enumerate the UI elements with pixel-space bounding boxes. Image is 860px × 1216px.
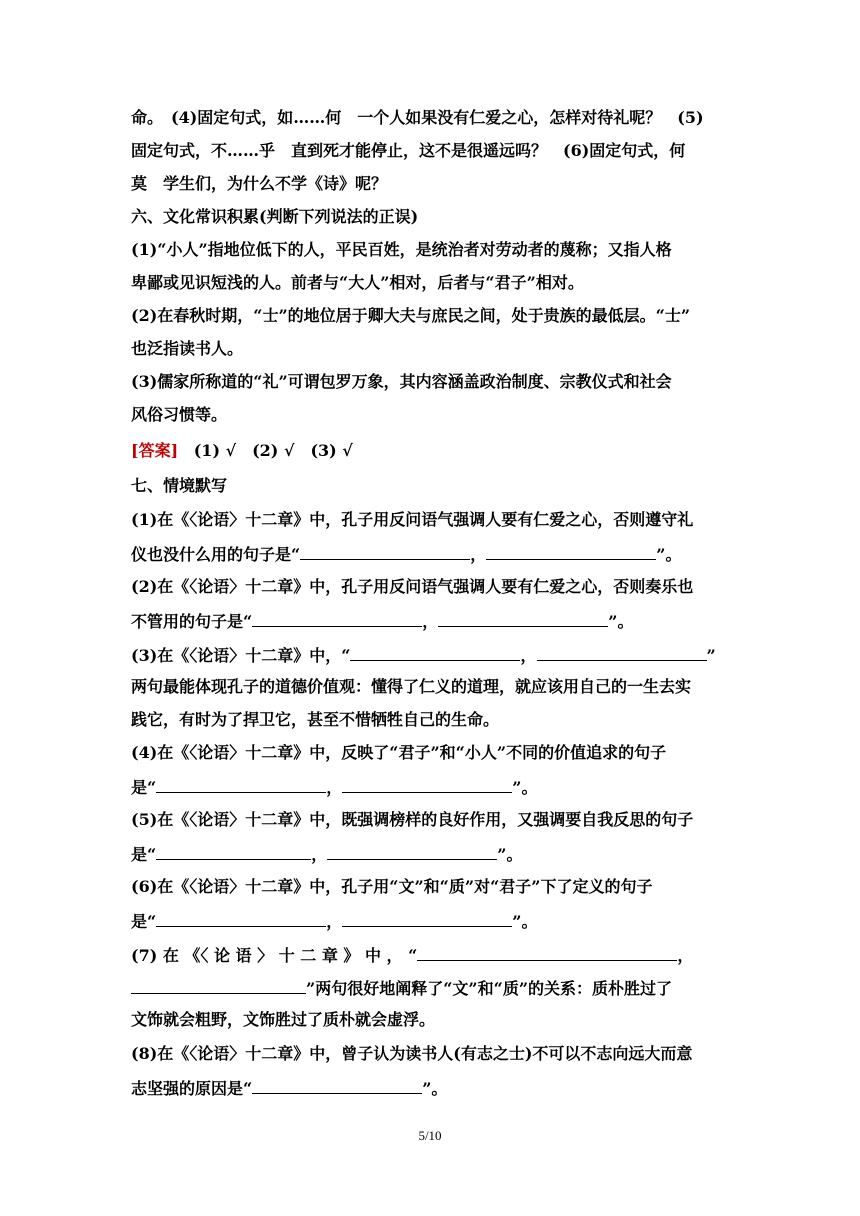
fill-blank[interactable] [342, 776, 512, 793]
question-text: (3)在《〈论语〉十二章》中，“ [131, 646, 351, 665]
text-line [131, 944, 731, 966]
fill-blank[interactable] [486, 543, 656, 560]
text-line: (4)在《〈论语〉十二章》中，反映了“君子”和“小人”不同的价值追求的句子 [131, 743, 667, 762]
fill-blank[interactable] [252, 610, 422, 627]
fill-blank[interactable] [350, 644, 520, 661]
punctuation: ， [326, 912, 343, 931]
punctuation: ， [677, 946, 694, 965]
text-line: 两句最能体现孔子的道德价值观：懂得了仁义的道理，就应该用自己的一生去实 [131, 677, 692, 696]
text-line: 固定句式，不……乎 直到死才能停止，这不是很遥远吗？ (6)固定句式，何 [131, 141, 686, 160]
question-text: 不管用的句子是“ [131, 612, 253, 631]
punctuation: ”。 [656, 545, 682, 564]
punctuation: ” [706, 646, 716, 665]
text-line: (5)在《〈论语〉十二章》中，既强调榜样的良好作用，又强调要自我反思的句子 [131, 810, 694, 829]
punctuation: ， [311, 845, 328, 864]
punctuation: ”。 [608, 612, 634, 631]
text-line: 风俗习惯等。 [131, 405, 228, 424]
fill-blank[interactable] [156, 910, 326, 927]
fill-blank[interactable] [417, 944, 677, 961]
fill-blank[interactable] [327, 843, 497, 860]
answer-label: [答案] [131, 441, 179, 460]
fill-blank[interactable] [252, 1077, 422, 1094]
text-line: 也泛指读书人。 [131, 339, 244, 358]
text-line: 文饰就会粗野，文饰胜过了质朴就会虚浮。 [131, 1010, 436, 1029]
text-line: (2)在春秋时期，“士”的地位居于卿大夫与庶民之间，处于贵族的最低层。“士” [131, 306, 691, 325]
question-text: 仪也没什么用的句子是“ [131, 545, 301, 564]
question-text: 是“ [131, 912, 157, 931]
fill-blank[interactable] [300, 543, 470, 560]
question-text: 是“ [131, 778, 157, 797]
text-line: (6)在《〈论语〉十二章》中，孔子用“文”和“质”对“君子”下了定义的句子 [131, 877, 653, 896]
question-text: (7) 在 《〈 论 语 〉 十 二 章 》 中 ， “ [131, 946, 418, 965]
section-6-title: 六、文化常识积累(判断下列说法的正误) [131, 207, 419, 226]
fill-blank[interactable] [156, 776, 326, 793]
text-line [131, 644, 731, 666]
fill-blank[interactable] [156, 843, 311, 860]
text-line [131, 910, 731, 932]
fill-blank[interactable] [342, 910, 512, 927]
punctuation: ”。 [512, 912, 538, 931]
punctuation: ， [520, 646, 537, 665]
text-line: (2)在《〈论语〉十二章》中，孔子用反问语气强调人要有仁爱之心，否则奏乐也 [131, 577, 694, 596]
text-line [131, 977, 731, 999]
text-line [131, 776, 731, 798]
text-line: (8)在《〈论语〉十二章》中，曾子认为读书人(有志之士)不可以不志向远大而意 [131, 1044, 693, 1063]
text-line [131, 1077, 731, 1099]
text-line [131, 610, 731, 632]
answer-text: (1) √ (2) √ (3) √ [193, 441, 353, 460]
punctuation: ， [422, 612, 439, 631]
text-line: 命。 (4)固定句式，如……何 一个人如果没有仁爱之心，怎样对待礼呢？ (5) [131, 108, 704, 127]
answer-line [131, 441, 731, 461]
text-line: 践它，有时为了捍卫它，甚至不惜牺牲自己的生命。 [131, 710, 500, 729]
section-7-title: 七、情境默写 [131, 476, 228, 495]
punctuation: ， [326, 778, 343, 797]
fill-blank[interactable] [537, 644, 707, 661]
question-text: ”两句很好地阐释了“文”和“质”的关系：质朴胜过了 [306, 979, 673, 998]
question-text: 是“ [131, 845, 157, 864]
text-line [131, 543, 731, 565]
punctuation: ”。 [512, 778, 538, 797]
text-line: (3)儒家所称道的“礼”可谓包罗万象，其内容涵盖政治制度、宗教仪式和社会 [131, 372, 672, 391]
fill-blank[interactable] [131, 977, 306, 994]
text-line: 莫 学生们，为什么不学《诗》呢？ [131, 174, 388, 193]
text-line: 卑鄙或见识短浅的人。前者与“大人”相对，后者与“君子”相对。 [131, 273, 584, 292]
punctuation: ， [470, 545, 487, 564]
punctuation: ”。 [422, 1079, 448, 1098]
fill-blank[interactable] [438, 610, 608, 627]
text-line: (1)“小人”指地位低下的人，平民百姓，是统治者对劳动者的蔑称；又指人格 [131, 240, 672, 259]
page-number: 5/10 [418, 1128, 442, 1143]
text-line [131, 843, 731, 865]
text-line: (1)在《〈论语〉十二章》中，孔子用反问语气强调人要有仁爱之心，否则遵守礼 [131, 510, 694, 529]
question-text: 志坚强的原因是“ [131, 1079, 253, 1098]
punctuation: ”。 [497, 845, 523, 864]
